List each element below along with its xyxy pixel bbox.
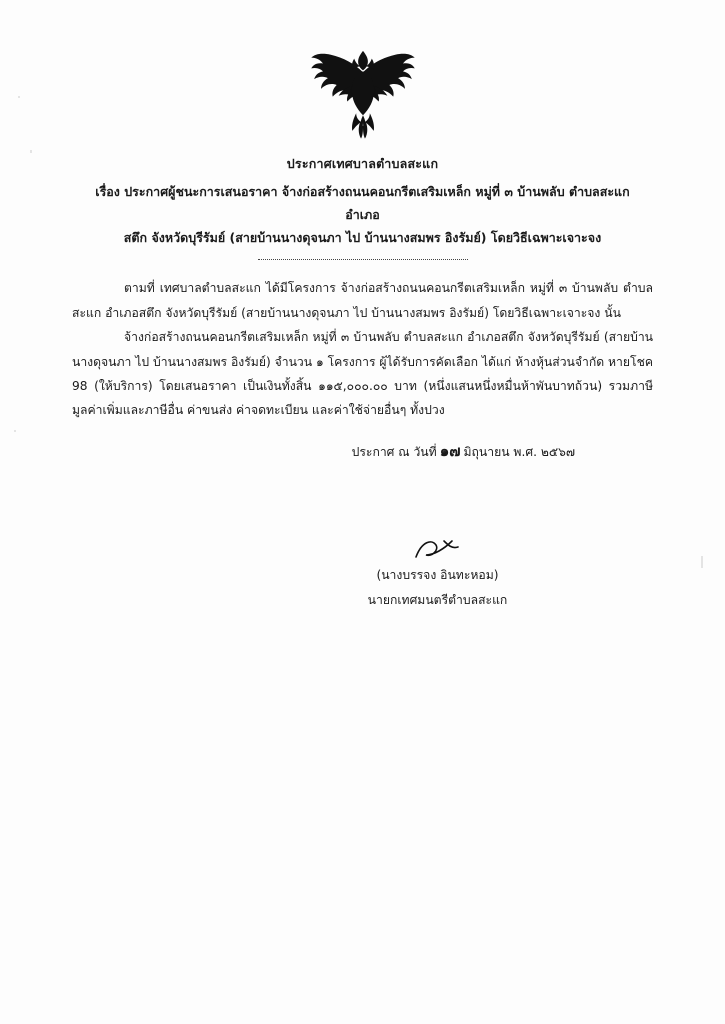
handwritten-signature: [222, 537, 653, 563]
document-body: [72, 276, 653, 422]
garuda-emblem: [309, 44, 417, 144]
body-paragraph-1: ตามที่ เทศบาลตำบลสะแก ได้มีโครงการ จ้างก่อสร้างถนนคอนกรีตเสริมเหล็ก หมู่ที่ ๓ บ้านพลับ ตำบลสะแก อำเภอสตึก จังหวัดบุรีรัมย์ (สายบ้านนางดุจนภา ไป บ้านนางสมพร อิงรัมย์) โดยวิธีเฉพาะเจาะจง นั้น: [72, 281, 653, 320]
signer-name: (นางบรรจง อินทะหอม): [376, 567, 499, 582]
header-divider: [258, 259, 468, 260]
body-paragraph-2: จ้างก่อสร้างถนนคอนกรีตเสริมเหล็ก หมู่ที่ ๓ บ้านพลับ ตำบลสะแก อำเภอสตึก จังหวัดบุรีรัมย์ (สายบ้านนางดุจนภา ไป บ้านนางสมพร อิงรัมย์) จำนวน ๑ โครงการ ผู้ได้รับการคัดเลือก ได้แก่ ห้างหุ้นส่วนจำกัด หายโชค 98 (ให้บริการ) โดยเสนอราคา เป็นเงินทั้งสิ้น ๑๑๕,๐๐๐.๐๐ บาท (หนึ่งแสนหนึ่งหมื่นห้าพันบาทถ้วน) รวมภาษีมูลค่าเพิ่มและภาษีอื่น ค่าขนส่ง ค่าจดทะเบียน และค่าใช้จ่ายอื่นๆ ทั้งปวง: [72, 330, 654, 418]
signer-position: นายกเทศมนตรีตำบลสะแก: [367, 593, 508, 608]
date-day: ๑๗: [439, 441, 461, 460]
subject-line-1: เรื่อง ประกาศผู้ชนะการเสนอราคา จ้างก่อสร้างถนนคอนกรีตเสริมเหล็ก หมู่ที่ ๓ บ้านพลับ ตำบลสะแก อำเภอ: [95, 184, 630, 223]
date-prefix: ประกาศ ณ วันที่: [351, 444, 437, 459]
subject-line-2: สตึก จังหวัดบุรีรัมย์ (สายบ้านนางดุจนภา ไป บ้านนางสมพร อิงรัมย์) โดยวิธีเฉพาะเจาะจง: [123, 230, 602, 246]
date-suffix: มิถุนายน พ.ศ. ๒๕๖๗: [463, 444, 575, 459]
signature-block: [72, 537, 653, 614]
announcement-date: [72, 439, 653, 463]
scan-speckle: [701, 556, 703, 568]
emblem-container: [72, 0, 653, 144]
document-subject: [72, 180, 653, 249]
scan-speckle: [30, 150, 32, 153]
scan-speckle: [18, 96, 20, 98]
document-title: ประกาศเทศบาลตำบลสะแก: [286, 156, 439, 171]
scan-speckle: [14, 430, 16, 432]
